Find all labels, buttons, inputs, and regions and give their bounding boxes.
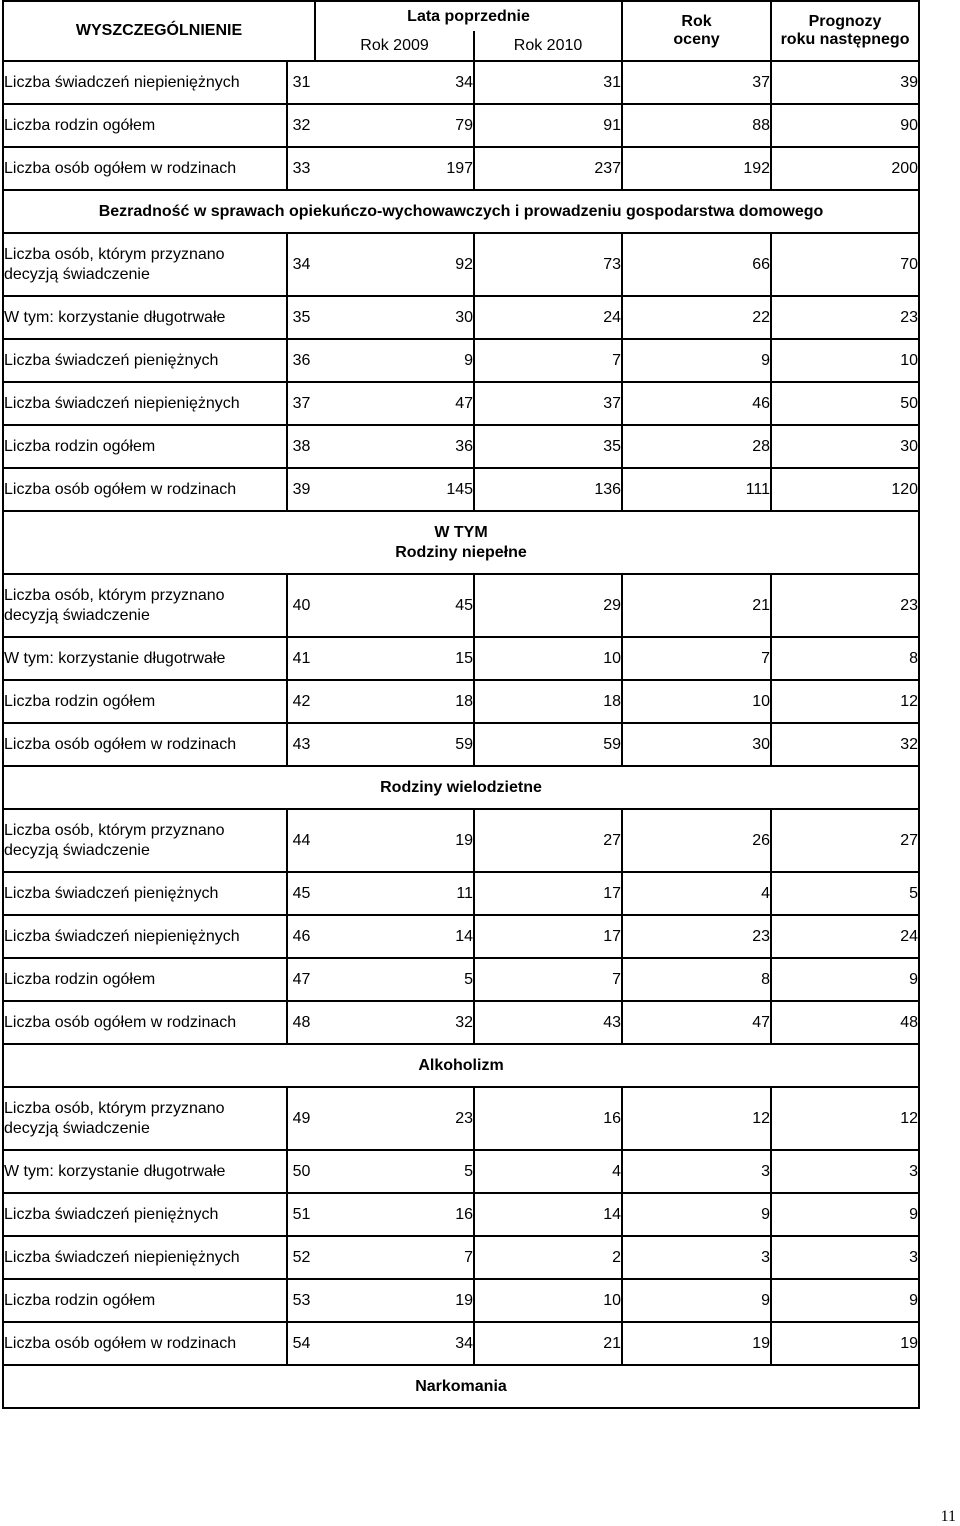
row-label-line2: decyzją świadczenie bbox=[4, 1119, 150, 1137]
value-forecast: 70 bbox=[771, 233, 919, 296]
table-row bbox=[3, 958, 919, 1001]
row-number: 53 bbox=[287, 1279, 315, 1322]
row-number: 51 bbox=[287, 1193, 315, 1236]
value-forecast: 19 bbox=[771, 1322, 919, 1365]
value-assessment-year: 8 bbox=[622, 958, 771, 1001]
row-label: Liczba rodzin ogółem bbox=[3, 104, 287, 147]
row-number: 41 bbox=[287, 637, 315, 680]
row-number: 32 bbox=[287, 104, 315, 147]
value-2010: 4 bbox=[474, 1150, 622, 1193]
row-number: 42 bbox=[287, 680, 315, 723]
header-previous-years: Lata poprzednie bbox=[315, 1, 622, 31]
row-label-line2: decyzją świadczenie bbox=[4, 841, 150, 859]
value-assessment-year: 47 bbox=[622, 1001, 771, 1044]
value-2010: 16 bbox=[474, 1087, 622, 1150]
value-forecast: 120 bbox=[771, 468, 919, 511]
value-assessment-year: 9 bbox=[622, 339, 771, 382]
row-label: Liczba świadczeń niepieniężnych bbox=[3, 1236, 287, 1279]
value-forecast: 50 bbox=[771, 382, 919, 425]
value-forecast: 23 bbox=[771, 296, 919, 339]
section-title-line1: W TYM bbox=[434, 523, 488, 541]
value-2010: 10 bbox=[474, 1279, 622, 1322]
row-label: Liczba świadczeń niepieniężnych bbox=[3, 61, 287, 104]
value-2010: 24 bbox=[474, 296, 622, 339]
value-2010: 17 bbox=[474, 915, 622, 958]
row-label: Liczba rodzin ogółem bbox=[3, 680, 287, 723]
header-forecast bbox=[771, 1, 919, 61]
value-forecast: 200 bbox=[771, 147, 919, 190]
row-number: 49 bbox=[287, 1087, 315, 1150]
value-assessment-year: 30 bbox=[622, 723, 771, 766]
value-2010: 237 bbox=[474, 147, 622, 190]
row-label: Liczba świadczeń pieniężnych bbox=[3, 872, 287, 915]
row-number: 37 bbox=[287, 382, 315, 425]
value-2010: 2 bbox=[474, 1236, 622, 1279]
row-number: 38 bbox=[287, 425, 315, 468]
value-2010: 59 bbox=[474, 723, 622, 766]
value-2009: 19 bbox=[315, 1279, 474, 1322]
row-number: 31 bbox=[287, 61, 315, 104]
section-header-row bbox=[3, 511, 919, 574]
value-assessment-year: 37 bbox=[622, 61, 771, 104]
value-forecast: 39 bbox=[771, 61, 919, 104]
value-assessment-year: 7 bbox=[622, 637, 771, 680]
row-label: Liczba świadczeń niepieniężnych bbox=[3, 382, 287, 425]
header-row-top bbox=[3, 1, 919, 31]
table-row bbox=[3, 425, 919, 468]
value-forecast: 12 bbox=[771, 1087, 919, 1150]
value-forecast: 10 bbox=[771, 339, 919, 382]
value-forecast: 8 bbox=[771, 637, 919, 680]
value-forecast: 5 bbox=[771, 872, 919, 915]
row-label: W tym: korzystanie długotrwałe bbox=[3, 296, 287, 339]
value-2010: 18 bbox=[474, 680, 622, 723]
row-number: 43 bbox=[287, 723, 315, 766]
value-2010: 17 bbox=[474, 872, 622, 915]
table-row bbox=[3, 1193, 919, 1236]
value-assessment-year: 12 bbox=[622, 1087, 771, 1150]
header-description: WYSZCZEGÓLNIENIE bbox=[3, 1, 315, 61]
header-forecast-line2: roku następnego bbox=[780, 31, 910, 48]
value-2010: 27 bbox=[474, 809, 622, 872]
section-title bbox=[3, 511, 919, 574]
header-year-2009: Rok 2009 bbox=[315, 31, 474, 61]
row-number: 33 bbox=[287, 147, 315, 190]
value-assessment-year: 26 bbox=[622, 809, 771, 872]
table-row bbox=[3, 574, 919, 637]
value-2009: 16 bbox=[315, 1193, 474, 1236]
row-label-line1: Liczba osób, którym przyznano bbox=[4, 586, 225, 604]
value-forecast: 24 bbox=[771, 915, 919, 958]
value-2010: 7 bbox=[474, 339, 622, 382]
value-assessment-year: 9 bbox=[622, 1279, 771, 1322]
value-2009: 59 bbox=[315, 723, 474, 766]
value-2009: 36 bbox=[315, 425, 474, 468]
value-2010: 73 bbox=[474, 233, 622, 296]
table-row bbox=[3, 147, 919, 190]
row-label: Liczba rodzin ogółem bbox=[3, 425, 287, 468]
value-2010: 31 bbox=[474, 61, 622, 104]
section-header-row bbox=[3, 1365, 919, 1408]
table-row bbox=[3, 872, 919, 915]
value-assessment-year: 88 bbox=[622, 104, 771, 147]
row-label-line1: Liczba osób, którym przyznano bbox=[4, 245, 225, 263]
table-row bbox=[3, 723, 919, 766]
value-forecast: 27 bbox=[771, 809, 919, 872]
table-row bbox=[3, 1236, 919, 1279]
section-header-row bbox=[3, 190, 919, 233]
row-label bbox=[3, 574, 287, 637]
table-row bbox=[3, 637, 919, 680]
value-2010: 14 bbox=[474, 1193, 622, 1236]
value-assessment-year: 19 bbox=[622, 1322, 771, 1365]
header-assessment-year-line2: oceny bbox=[673, 31, 720, 48]
row-number: 52 bbox=[287, 1236, 315, 1279]
table-row bbox=[3, 1087, 919, 1150]
value-2010: 10 bbox=[474, 637, 622, 680]
table-row bbox=[3, 1001, 919, 1044]
row-number: 34 bbox=[287, 233, 315, 296]
value-assessment-year: 9 bbox=[622, 1193, 771, 1236]
row-number: 50 bbox=[287, 1150, 315, 1193]
row-label bbox=[3, 809, 287, 872]
value-assessment-year: 28 bbox=[622, 425, 771, 468]
row-label: Liczba osób ogółem w rodzinach bbox=[3, 468, 287, 511]
row-label-line1: Liczba osób, którym przyznano bbox=[4, 821, 225, 839]
table-row bbox=[3, 468, 919, 511]
value-2010: 91 bbox=[474, 104, 622, 147]
row-number: 35 bbox=[287, 296, 315, 339]
row-label-line2: decyzją świadczenie bbox=[4, 606, 150, 624]
row-label bbox=[3, 1087, 287, 1150]
row-label: Liczba świadczeń pieniężnych bbox=[3, 339, 287, 382]
value-2009: 7 bbox=[315, 1236, 474, 1279]
table-row bbox=[3, 61, 919, 104]
value-2009: 92 bbox=[315, 233, 474, 296]
value-forecast: 9 bbox=[771, 958, 919, 1001]
table-row bbox=[3, 1322, 919, 1365]
row-label: Liczba osób ogółem w rodzinach bbox=[3, 723, 287, 766]
section-title: Rodziny wielodzietne bbox=[3, 766, 919, 809]
value-assessment-year: 111 bbox=[622, 468, 771, 511]
value-2009: 19 bbox=[315, 809, 474, 872]
value-2010: 7 bbox=[474, 958, 622, 1001]
row-label: Liczba świadczeń niepieniężnych bbox=[3, 915, 287, 958]
table-row bbox=[3, 382, 919, 425]
value-2010: 136 bbox=[474, 468, 622, 511]
row-label: W tym: korzystanie długotrwałe bbox=[3, 637, 287, 680]
header-assessment-year-line1: Rok bbox=[681, 13, 712, 30]
value-2009: 47 bbox=[315, 382, 474, 425]
value-forecast: 12 bbox=[771, 680, 919, 723]
table-row bbox=[3, 915, 919, 958]
value-2009: 5 bbox=[315, 1150, 474, 1193]
row-label-line1: Liczba osób, którym przyznano bbox=[4, 1099, 225, 1117]
value-forecast: 9 bbox=[771, 1279, 919, 1322]
value-assessment-year: 23 bbox=[622, 915, 771, 958]
value-forecast: 30 bbox=[771, 425, 919, 468]
value-forecast: 48 bbox=[771, 1001, 919, 1044]
header-assessment-year bbox=[622, 1, 771, 61]
row-number: 45 bbox=[287, 872, 315, 915]
row-label: Liczba osób ogółem w rodzinach bbox=[3, 1001, 287, 1044]
value-forecast: 23 bbox=[771, 574, 919, 637]
row-label: Liczba osób ogółem w rodzinach bbox=[3, 147, 287, 190]
row-number: 54 bbox=[287, 1322, 315, 1365]
value-assessment-year: 46 bbox=[622, 382, 771, 425]
value-forecast: 9 bbox=[771, 1193, 919, 1236]
section-title-line2: Rodziny niepełne bbox=[395, 543, 527, 561]
value-2009: 34 bbox=[315, 61, 474, 104]
table-row bbox=[3, 233, 919, 296]
row-label-line2: decyzją świadczenie bbox=[4, 265, 150, 283]
table-row bbox=[3, 104, 919, 147]
value-2009: 45 bbox=[315, 574, 474, 637]
row-number: 36 bbox=[287, 339, 315, 382]
section-header-row bbox=[3, 1044, 919, 1087]
row-label bbox=[3, 233, 287, 296]
table-row bbox=[3, 1279, 919, 1322]
value-2009: 9 bbox=[315, 339, 474, 382]
row-label: Liczba świadczeń pieniężnych bbox=[3, 1193, 287, 1236]
value-2009: 197 bbox=[315, 147, 474, 190]
section-title: Narkomania bbox=[3, 1365, 919, 1408]
value-2009: 11 bbox=[315, 872, 474, 915]
value-forecast: 3 bbox=[771, 1236, 919, 1279]
row-number: 44 bbox=[287, 809, 315, 872]
value-2009: 32 bbox=[315, 1001, 474, 1044]
table-row bbox=[3, 296, 919, 339]
row-label: Liczba rodzin ogółem bbox=[3, 958, 287, 1001]
section-header-row bbox=[3, 766, 919, 809]
value-assessment-year: 192 bbox=[622, 147, 771, 190]
row-number: 40 bbox=[287, 574, 315, 637]
value-assessment-year: 4 bbox=[622, 872, 771, 915]
value-2010: 21 bbox=[474, 1322, 622, 1365]
table-row bbox=[3, 1150, 919, 1193]
value-assessment-year: 21 bbox=[622, 574, 771, 637]
value-2010: 35 bbox=[474, 425, 622, 468]
section-title: Bezradność w sprawach opiekuńczo-wychowawczych i prowadzeniu gospodarstwa domowego bbox=[3, 190, 919, 233]
value-assessment-year: 3 bbox=[622, 1236, 771, 1279]
row-number: 39 bbox=[287, 468, 315, 511]
table-row bbox=[3, 339, 919, 382]
value-2009: 79 bbox=[315, 104, 474, 147]
value-2009: 23 bbox=[315, 1087, 474, 1150]
page-number: 11 bbox=[940, 1508, 956, 1525]
value-2009: 34 bbox=[315, 1322, 474, 1365]
data-table bbox=[2, 0, 920, 1409]
value-forecast: 90 bbox=[771, 104, 919, 147]
row-number: 46 bbox=[287, 915, 315, 958]
header-year-2010: Rok 2010 bbox=[474, 31, 622, 61]
value-assessment-year: 10 bbox=[622, 680, 771, 723]
value-assessment-year: 66 bbox=[622, 233, 771, 296]
value-assessment-year: 3 bbox=[622, 1150, 771, 1193]
row-label: W tym: korzystanie długotrwałe bbox=[3, 1150, 287, 1193]
value-assessment-year: 22 bbox=[622, 296, 771, 339]
row-label: Liczba rodzin ogółem bbox=[3, 1279, 287, 1322]
value-2009: 145 bbox=[315, 468, 474, 511]
value-2009: 5 bbox=[315, 958, 474, 1001]
value-2009: 30 bbox=[315, 296, 474, 339]
value-2009: 14 bbox=[315, 915, 474, 958]
header-forecast-line1: Prognozy bbox=[808, 13, 882, 30]
value-2009: 18 bbox=[315, 680, 474, 723]
value-forecast: 32 bbox=[771, 723, 919, 766]
value-forecast: 3 bbox=[771, 1150, 919, 1193]
value-2010: 29 bbox=[474, 574, 622, 637]
value-2010: 43 bbox=[474, 1001, 622, 1044]
table-row bbox=[3, 680, 919, 723]
value-2010: 37 bbox=[474, 382, 622, 425]
value-2009: 15 bbox=[315, 637, 474, 680]
row-label: Liczba osób ogółem w rodzinach bbox=[3, 1322, 287, 1365]
table-row bbox=[3, 809, 919, 872]
row-number: 47 bbox=[287, 958, 315, 1001]
row-number: 48 bbox=[287, 1001, 315, 1044]
section-title: Alkoholizm bbox=[3, 1044, 919, 1087]
